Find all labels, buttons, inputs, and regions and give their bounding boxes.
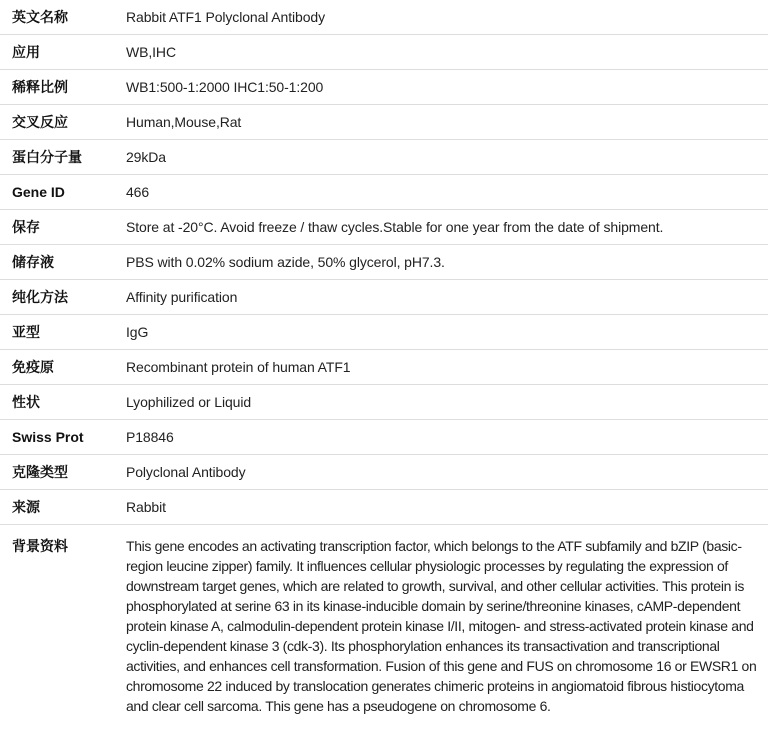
- spec-row: [0, 210, 768, 245]
- spec-row: [0, 140, 768, 175]
- spec-row: [0, 455, 768, 490]
- spec-value: Human,Mouse,Rat: [126, 105, 768, 140]
- spec-value: PBS with 0.02% sodium azide, 50% glycerol, pH7.3.: [126, 245, 768, 280]
- spec-value: P18846: [126, 420, 768, 455]
- spec-row: [0, 350, 768, 385]
- spec-label: 克隆类型: [0, 455, 126, 490]
- spec-label: 纯化方法: [0, 280, 126, 315]
- spec-row: [0, 35, 768, 70]
- spec-row: [0, 280, 768, 315]
- spec-label: 免疫原: [0, 350, 126, 385]
- spec-value: Polyclonal Antibody: [126, 455, 768, 490]
- spec-row-background: [0, 525, 768, 717]
- spec-row: [0, 70, 768, 105]
- spec-row: [0, 105, 768, 140]
- spec-label: 蛋白分子量: [0, 140, 126, 175]
- spec-label: 性状: [0, 385, 126, 420]
- spec-value: Recombinant protein of human ATF1: [126, 350, 768, 385]
- spec-value: 29kDa: [126, 140, 768, 175]
- spec-row: [0, 315, 768, 350]
- spec-row: [0, 245, 768, 280]
- spec-label: 背景资料: [12, 538, 68, 554]
- spec-value: Affinity purification: [126, 280, 768, 315]
- spec-row: [0, 420, 768, 455]
- spec-row: [0, 490, 768, 525]
- spec-label: 稀释比例: [0, 70, 126, 105]
- spec-label: 来源: [0, 490, 126, 525]
- spec-label: 英文名称: [0, 0, 126, 35]
- spec-label: 交叉反应: [0, 105, 126, 140]
- spec-value: This gene encodes an activating transcription factor, which belongs to the ATF subfamily and bZIP (basic-region leucine zipper) family. It influences cellular physiologic processes by regulating the expression of downstream target genes, which are related to growth, survival, and other cellular activities. This protein is phosphorylated at serine 63 in its kinase-inducible domain by serine/threonine kinases, cAMP-dependent protein kinase A, calmodulin-dependent protein kinase I/II, mitogen- and stress-activated protein kinase and cyclin-dependent kinase 3 (cdk-3). Its phosphorylation enhances its transactivation and transcriptional activities, and enhances cell transformation. Fusion of this gene and FUS on chromosome 16 or EWSR1 on chromosome 22 induced by translocation generates chimeric proteins in angiomatoid fibrous histiocytoma and clear cell sarcoma. This gene has a pseudogene on chromosome 6.: [126, 538, 757, 714]
- spec-value: Rabbit: [126, 490, 768, 525]
- spec-value: Rabbit ATF1 Polyclonal Antibody: [126, 0, 768, 35]
- spec-row: [0, 175, 768, 210]
- spec-label: 保存: [0, 210, 126, 245]
- spec-label: 储存液: [0, 245, 126, 280]
- spec-label: Swiss Prot: [0, 420, 126, 455]
- spec-value: Store at -20°C. Avoid freeze / thaw cycles.Stable for one year from the date of shipment.: [126, 210, 768, 245]
- spec-row: [0, 0, 768, 35]
- spec-row: [0, 385, 768, 420]
- spec-label: Gene ID: [0, 175, 126, 210]
- spec-label: 亚型: [0, 315, 126, 350]
- spec-value: Lyophilized or Liquid: [126, 385, 768, 420]
- spec-value: IgG: [126, 315, 768, 350]
- spec-value: 466: [126, 175, 768, 210]
- spec-value: WB,IHC: [126, 35, 768, 70]
- spec-value: WB1:500-1:2000 IHC1:50-1:200: [126, 70, 768, 105]
- spec-label: 应用: [0, 35, 126, 70]
